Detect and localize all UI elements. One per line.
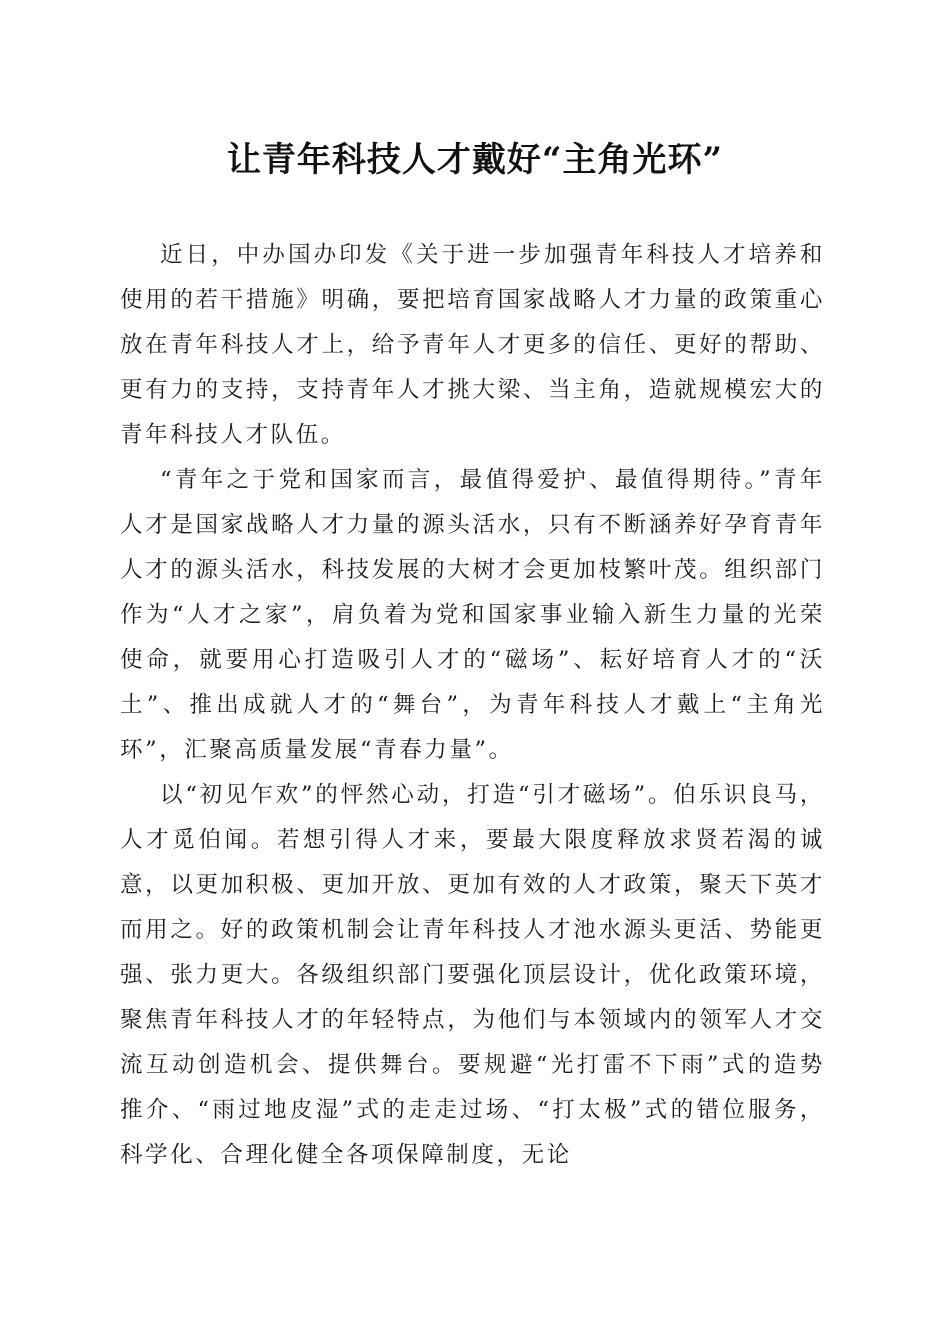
paragraph: 近日，中办国办印发《关于进一步加强青年科技人才培养和使用的若干措施》明确，要把培育国家战略人才力量的政策重心放在青年科技人才上，给予青年人才更多的信任、更好的帮助、更有力的支持，支持青年人才挑大梁、当主角，造就规模宏大的青年科技人才队伍。 <box>120 242 825 448</box>
paragraph: “青年之于党和国家而言，最值得爱护、最值得期待。”青年人才是国家战略人才力量的源头活水，只有不断涵养好孕育青年人才的源头活水，科技发展的大树才会更加枝繁叶茂。组织部门作为“人才之家”，肩负着为党和国家事业输入新生力量的光荣使命，就要用心打造吸引人才的“磁场”、耘好培育人才的“沃土”、推出成就人才的“舞台”，为青年科技人才戴上“主角光环”，汇聚高质量发展“青春力量”。 <box>120 467 825 763</box>
document-body <box>120 233 825 1178</box>
document-title: 让青年科技人才戴好“主角光环” <box>226 140 724 180</box>
paragraph: 以“初见乍欢”的怦然心动，打造“引才磁场”。伯乐识良马，人才觅伯闻。若想引得人才来，要最大限度释放求贤若渴的诚意，以更加积极、更加开放、更加有效的人才政策，聚天下英才而用之。好的政策机制会让青年科技人才池水源头更活、势能更强、张力更大。各级组织部门要强化顶层设计，优化政策环境，聚焦青年科技人才的年轻特点，为他们与本领域内的领军人才交流互动创造机会、提供舞台。要规避“光打雷不下雨”式的造势推介、“雨过地皮湿”式的走走过场、“打太极”式的错位服务，科学化、合理化健全各项保障制度，无论 <box>120 782 825 1168</box>
